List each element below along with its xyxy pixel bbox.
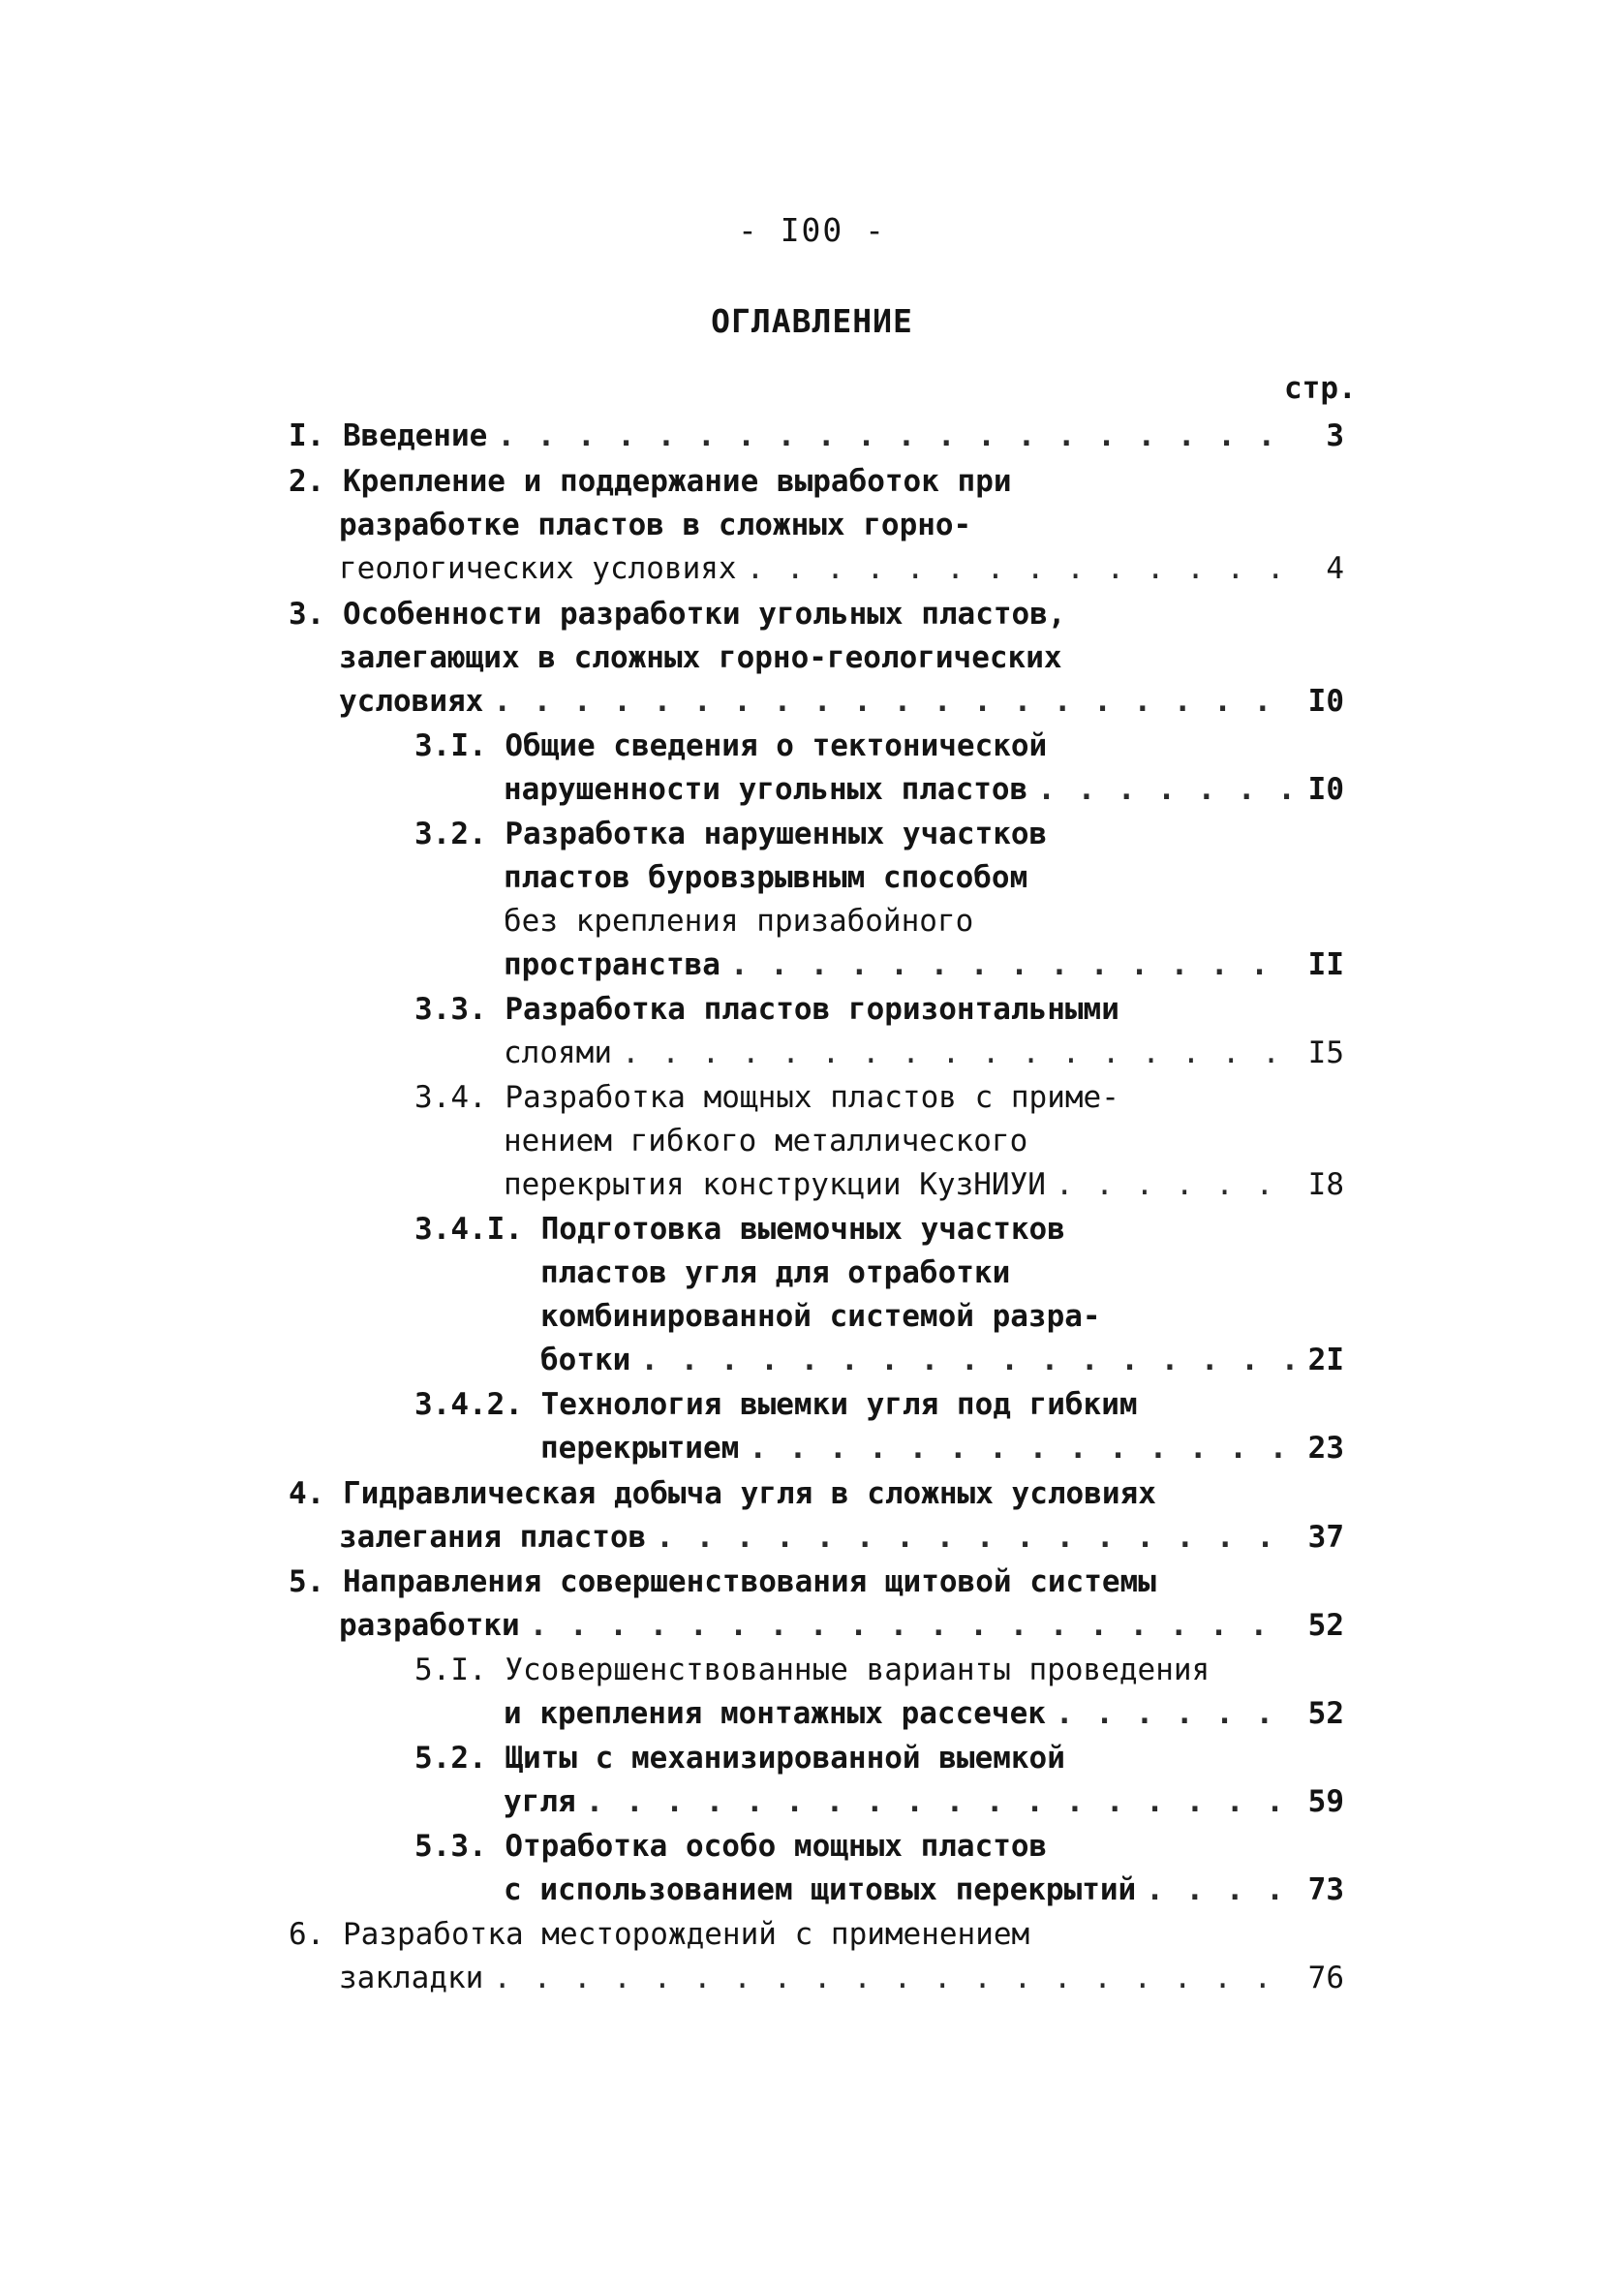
toc-entry-continuation — [540, 1339, 1344, 1381]
toc-entry-text: нарушенности угольных пластов — [504, 772, 1028, 807]
dot-leader — [530, 1604, 1296, 1647]
toc-entry-page: 2I — [1307, 1343, 1344, 1377]
toc-entry[interactable] — [414, 1208, 1344, 1251]
toc-entry-continuation — [540, 1295, 1344, 1338]
page-title: ОГЛАВЛЕНИЕ — [711, 302, 913, 340]
page-column-label: стр. — [1284, 371, 1357, 406]
toc-entry-text: 3.4. Разработка мощных пластов с приме- — [414, 1080, 1119, 1115]
toc-entry-text: разработке пластов в сложных горно- — [339, 508, 972, 542]
toc-entry-text: пространства — [504, 947, 720, 982]
toc-entry-page: 4 — [1326, 551, 1344, 586]
toc-entry-continuation — [339, 680, 1344, 723]
toc-entry-continuation — [504, 943, 1344, 986]
toc-entry-text: 5. Направления совершенствования щитовой системы — [289, 1564, 1156, 1599]
dot-leader — [493, 680, 1296, 723]
dot-leader — [586, 1780, 1296, 1823]
toc-entry-text: геологических условиях — [339, 551, 737, 586]
toc-entry[interactable] — [414, 813, 1344, 855]
toc-entry-text: и крепления монтажных рассечек — [504, 1696, 1046, 1731]
toc-entry-page: 23 — [1307, 1431, 1344, 1466]
toc-entry-text: 3.4.2. Технология выемки угля под гибким — [414, 1387, 1138, 1422]
dot-leader — [497, 415, 1296, 457]
dot-leader — [730, 943, 1296, 986]
toc-entry-continuation — [339, 547, 1344, 590]
dot-leader — [493, 1957, 1296, 1999]
toc-entry-continuation — [504, 856, 1344, 899]
toc-entry-text: с использованием щитовых перекрытий — [504, 1872, 1137, 1907]
toc-entry-text: 3. Особенности разработки угольных пластов, — [289, 597, 1066, 632]
toc-entry[interactable] — [289, 593, 1344, 635]
toc-entry-text: ботки — [540, 1343, 631, 1377]
toc-entry-page: I8 — [1307, 1167, 1344, 1202]
toc-entry-text: слоями — [504, 1035, 612, 1070]
toc-entry[interactable] — [414, 1737, 1344, 1779]
toc-entry-continuation — [339, 504, 1344, 546]
page-number: - I00 - — [737, 211, 887, 249]
dot-leader — [640, 1339, 1296, 1381]
toc-entry[interactable] — [289, 1472, 1344, 1515]
toc-entry[interactable] — [414, 988, 1344, 1031]
toc-entry-text: 5.3. Отработка особо мощных пластов — [414, 1829, 1048, 1864]
toc-entry-text: перекрытием — [540, 1431, 740, 1466]
toc-entry-page: I0 — [1307, 684, 1344, 719]
toc-entry-continuation — [504, 1163, 1344, 1206]
toc-entry[interactable] — [414, 1383, 1344, 1426]
toc-entry-text: 4. Гидравлическая добыча угля в сложных условиях — [289, 1476, 1156, 1511]
toc-entry-text: угля — [504, 1784, 576, 1819]
toc-entry-page: 59 — [1307, 1784, 1344, 1819]
toc-entry-text: нением гибкого металлического — [504, 1124, 1028, 1159]
dot-leader — [656, 1516, 1296, 1559]
toc-entry-text: пластов буровзрывным способом — [504, 860, 1028, 895]
dot-leader — [1146, 1869, 1296, 1911]
toc-entry-page: 52 — [1307, 1608, 1344, 1643]
toc-entry-text: пластов угля для отработки — [540, 1255, 1011, 1290]
toc-entry-continuation — [504, 1869, 1344, 1911]
toc-entry-text: комбинированной системой разра- — [540, 1299, 1101, 1334]
toc-entry-page: 52 — [1307, 1696, 1344, 1731]
toc-entry-text: залегающих в сложных горно-геологических — [339, 640, 1062, 675]
toc-entry-text: 3.4.I. Подготовка выемочных участков — [414, 1212, 1065, 1247]
dot-leader — [622, 1032, 1296, 1074]
toc-entry-continuation — [504, 1032, 1344, 1074]
toc-entry-text: 3.3. Разработка пластов горизонтальными — [414, 992, 1119, 1027]
toc-entry[interactable] — [414, 725, 1344, 767]
toc-entry-page: 76 — [1307, 1961, 1344, 1995]
toc-entry[interactable] — [414, 1825, 1344, 1868]
toc-entry-continuation — [504, 768, 1344, 811]
toc-entry[interactable] — [289, 415, 1344, 457]
toc-entry-text: условиях — [339, 684, 484, 719]
toc-entry-page: 3 — [1326, 418, 1344, 453]
toc-entry-continuation — [540, 1427, 1344, 1469]
toc-entry[interactable] — [289, 1561, 1344, 1603]
toc-entry[interactable] — [289, 1913, 1344, 1956]
toc-entry-continuation — [504, 1692, 1344, 1735]
toc-entry-page: 73 — [1307, 1872, 1344, 1907]
toc-entry-text: 5.I. Усовершенствованные варианты проведения — [414, 1653, 1210, 1687]
toc-entry-page: II — [1307, 947, 1344, 982]
toc-entry-text: 6. Разработка месторождений с применением — [289, 1917, 1030, 1952]
toc-entry-text: I. Введение — [289, 418, 488, 453]
dot-leader — [749, 1427, 1296, 1469]
toc-entry[interactable] — [414, 1649, 1344, 1691]
toc-entry[interactable] — [289, 460, 1344, 503]
toc-entry-continuation — [339, 1516, 1344, 1559]
toc-entry-continuation — [504, 900, 1344, 943]
toc-entry-text: 2. Крепление и поддержание выработок при — [289, 464, 1012, 499]
toc-entry-text: залегания пластов — [339, 1520, 647, 1555]
toc-entry-text: разработки — [339, 1608, 520, 1643]
toc-entry-page: 37 — [1307, 1520, 1344, 1555]
toc-entry-text: без крепления призабойного — [504, 904, 974, 939]
toc-entry[interactable] — [414, 1076, 1344, 1119]
dot-leader — [747, 547, 1296, 590]
toc-entry-page: I0 — [1307, 772, 1344, 807]
toc-entry-text: перекрытия конструкции КузНИУИ — [504, 1167, 1046, 1202]
toc-entry-continuation — [339, 636, 1344, 679]
toc-entry-text: закладки — [339, 1961, 484, 1995]
toc-entry-continuation — [504, 1780, 1344, 1823]
toc-entry-text: 3.2. Разработка нарушенных участков — [414, 817, 1048, 851]
toc-entry-page: I5 — [1307, 1035, 1344, 1070]
toc-entry-continuation — [339, 1957, 1344, 1999]
toc-entry-continuation — [504, 1120, 1344, 1162]
dot-leader — [1056, 1163, 1296, 1206]
toc-entry-text: 5.2. Щиты с механизированной выемкой — [414, 1741, 1065, 1776]
toc-entry-continuation — [540, 1252, 1344, 1294]
dot-leader — [1037, 768, 1296, 811]
toc-entry-text: 3.I. Общие сведения о тектонической — [414, 728, 1048, 763]
toc-entry-continuation — [339, 1604, 1344, 1647]
dot-leader — [1056, 1692, 1296, 1735]
